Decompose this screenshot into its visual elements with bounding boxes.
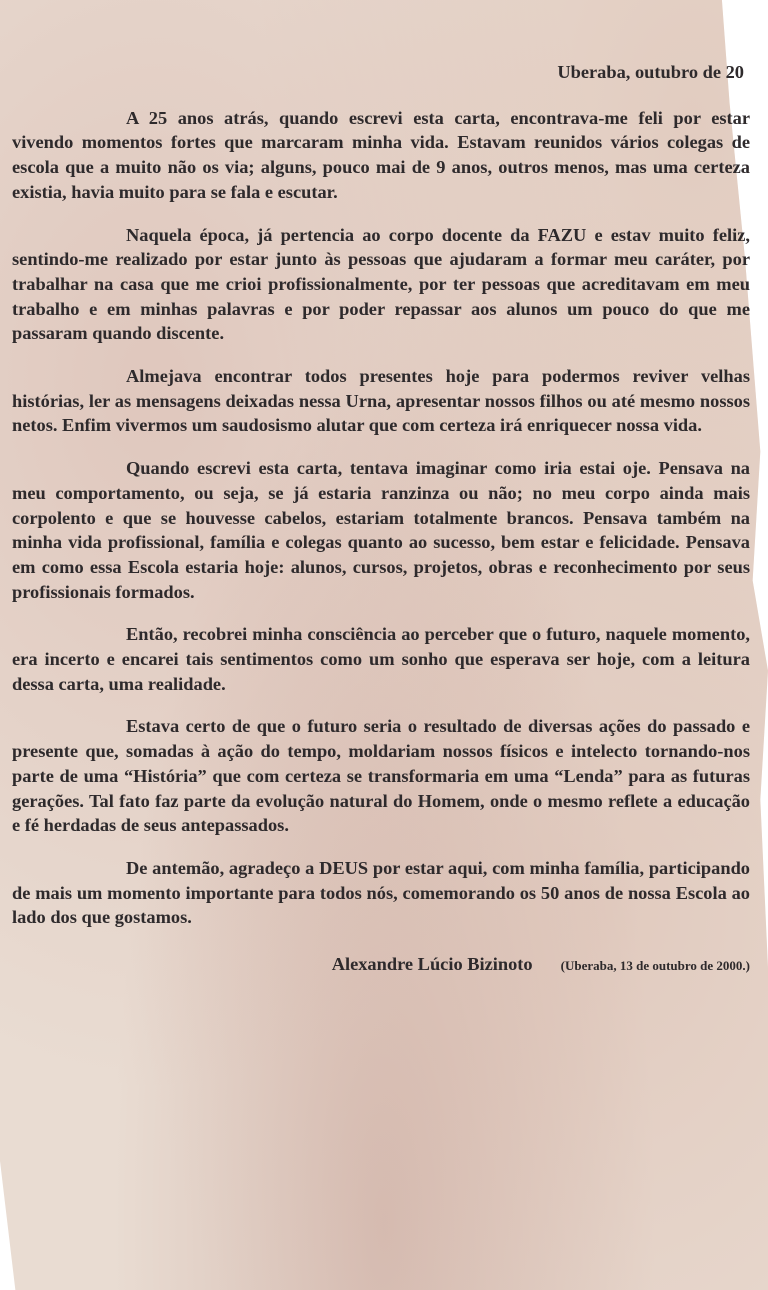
letter-paragraph-7: De antemão, agradeço a DEUS por estar aqui, com minha família, participando de mais um momento importante para todos nós, comemorando os 50 anos de nossa Escola ao lado dos que gostamos. [12, 857, 750, 928]
letter-paragraph-6: Estava certo de que o futuro seria o resultado de diversas ações do passado e presente que, somadas à ação do tempo, moldariam nossos físicos e intelecto tornando-nos parte de uma “História” que com certeza se transformaria em uma “Lenda” para as futuras gerações. Tal fato faz parte da evolução natural do Homem, onde o mesmo reflete a educação e fé herdadas de seus antepassados. [12, 716, 750, 836]
letter-date-line: Uberaba, outubro de 20 [557, 62, 744, 82]
letter-paragraph-1: A 25 anos atrás, quando escrevi esta carta, encontrava-me feli por estar vivendo momentos fortes que marcaram minha vida. Estavam reunidos vários colegas de escola que a muito não os via; alguns, pouco mai de 9 anos, outros menos, mas uma certeza existia, havia muito para se fala e escutar. [12, 107, 750, 202]
signature-block [12, 952, 750, 979]
signature-name: Alexandre Lúcio Bizinoto [331, 954, 533, 975]
letter-paragraph-2: Naquela época, já pertencia ao corpo docente da FAZU e estav muito feliz, sentindo-me realizado por estar junto às pessoas que ajudaram a formar meu caráter, por trabalhar na casa que me crioi profissionalmente, por ter pessoas que acreditavam em meu trabalho e em minhas palavras e por poder repassar aos alunos um pouco do que me passaram quando discente. [12, 224, 750, 344]
letter-paragraph-5: Então, recobrei minha consciência ao perceber que o futuro, naquele momento, era incerto e encarei tais sentimentos como um sonho que esperava ser hoje, com a leitura dessa carta, uma realidade. [12, 624, 750, 694]
letter-body [12, 60, 750, 979]
letter-paragraph-3: Almejava encontrar todos presentes hoje para podermos reviver velhas histórias, ler as mensagens deixadas nessa Urna, apresentar nossos filhos ou até mesmo nossos netos. Enfim vivermos um saudosismo alutar que com certeza irá enriquecer nossa vida. [12, 366, 750, 436]
letter-paragraph-4: Quando escrevi esta carta, tentava imaginar como iria estai oje. Pensava na meu comportamento, ou seja, se já estaria ranzinza ou não; no meu corpo ainda mais corpolento e que se houvesse cabelos, estariam totalmente brancos. Pensava também na minha vida profissional, família e colegas quanto ao sucesso, bem estar e felicidade. Pensava em como essa Escola estaria hoje: alunos, cursos, projetos, obras e reconhecimento por seus profissionais formados. [12, 458, 750, 602]
signature-date: (Uberaba, 13 de outubro de 2000.) [560, 958, 750, 974]
